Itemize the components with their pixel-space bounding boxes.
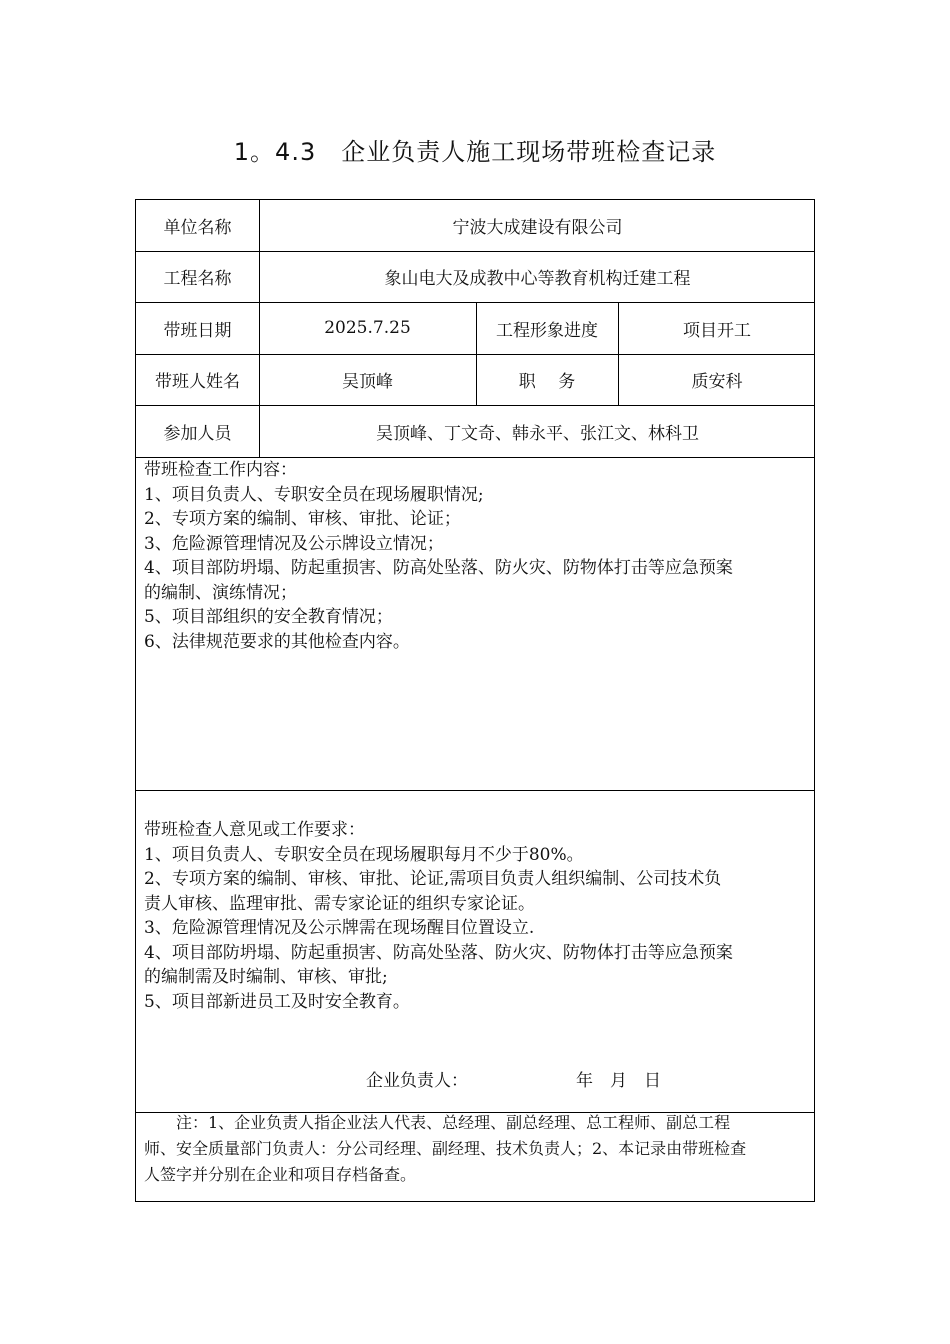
project-name-value: 象山电大及成教中心等教育机构迁建工程 <box>384 269 691 289</box>
progress-value: 项目开工 <box>683 320 751 341</box>
content-line: 的编制、演练情况； <box>144 582 297 603</box>
progress-label: 工程形象进度 <box>496 320 598 341</box>
record-table <box>135 199 815 1202</box>
opinion-line: 的编制需及时编制、审核、审批; <box>144 967 388 987</box>
opinion-line: 5、项目部新进员工及时安全教育。 <box>144 991 410 1012</box>
participants-value: 吴顶峰、丁文奇、韩永平、张江文、林科卫 <box>376 423 699 444</box>
project-name-label: 工程名称 <box>163 269 232 289</box>
leader-name-label: 带班人姓名 <box>155 372 240 392</box>
duty-date-value: 2025.7.25 <box>324 318 411 338</box>
footnote <box>144 1110 806 1188</box>
opinion-line: 4、项目部防坍塌、防起重损害、防高处坠落、防火灾、防物体打击等应急预案 <box>144 942 733 963</box>
opinion-line: 责人审核、监理审批、需专家论证的组织专家论证。 <box>144 893 535 914</box>
position-value: 质安科 <box>691 372 743 392</box>
leader-name-value: 吴顶峰 <box>342 372 393 392</box>
signer-label: 企业负责人： <box>366 1071 468 1091</box>
content-heading: 带班检查工作内容： <box>144 460 297 480</box>
duty-date-label: 带班日期 <box>163 320 232 341</box>
content-line: 6、法律规范要求的其他检查内容。 <box>144 631 410 652</box>
sign-date-label: 年 月 日 <box>576 1071 661 1091</box>
content-line: 1、项目负责人、专职安全员在现场履职情况; <box>144 484 484 505</box>
inspection-content <box>144 458 806 654</box>
unit-name-value: 宁波大成建设有限公司 <box>452 218 623 238</box>
unit-name-label: 单位名称 <box>163 218 232 238</box>
opinion-line: 2、专项方案的编制、审核、审批、论证,需项目负责人组织编制、公司技术负 <box>144 869 722 889</box>
note-line: 人签字并分别在企业和项目存档备查。 <box>144 1165 417 1184</box>
page-title: 1。4.3 企业负责人施工现场带班检查记录 <box>233 138 717 166</box>
position-label: 职 务 <box>518 372 576 392</box>
content-line: 2、专项方案的编制、审核、审批、论证； <box>144 509 461 529</box>
opinion-line: 3、危险源管理情况及公示牌需在现场醒目位置设立. <box>144 918 535 938</box>
content-line: 5、项目部组织的安全教育情况； <box>144 607 393 627</box>
row-divider <box>136 790 814 791</box>
note-line: 注：1、企业负责人指企业法人代表、总经理、副总经理、总工程师、副总工程 <box>144 1113 731 1132</box>
opinion-line: 1、项目负责人、专职安全员在现场履职每月不少于80%。 <box>144 844 584 865</box>
content-line: 3、危险源管理情况及公示牌设立情况； <box>144 533 444 554</box>
participants-label: 参加人员 <box>163 423 232 444</box>
note-line: 师、安全质量部门负责人：分公司经理、副经理、技术负责人；2、本记录由带班检查 <box>144 1139 747 1158</box>
opinion-heading: 带班检查人意见或工作要求： <box>144 820 365 840</box>
content-line: 4、项目部防坍塌、防起重损害、防高处坠落、防火灾、防物体打击等应急预案 <box>144 558 733 578</box>
inspector-opinion <box>144 818 806 1014</box>
